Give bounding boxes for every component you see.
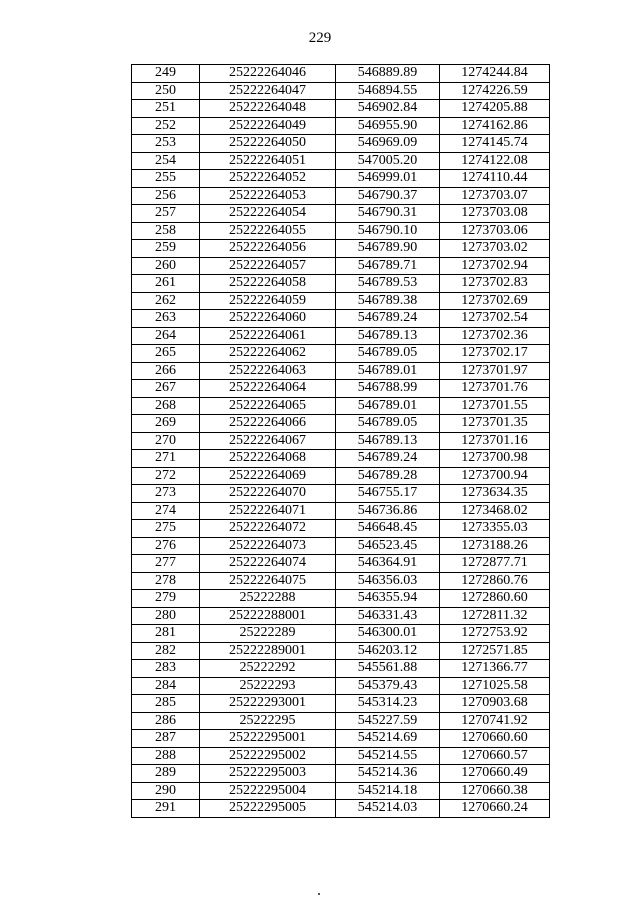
point-id-cell: 25222289 <box>200 625 336 643</box>
row-number-cell: 286 <box>132 712 200 730</box>
y-coordinate-cell: 1272571.85 <box>440 642 550 660</box>
page-mark <box>318 893 320 895</box>
row-number-cell: 267 <box>132 380 200 398</box>
y-coordinate-cell: 1273702.17 <box>440 345 550 363</box>
y-coordinate-cell: 1271025.58 <box>440 677 550 695</box>
coordinates-table <box>131 64 550 818</box>
x-coordinate-cell: 545227.59 <box>336 712 440 730</box>
row-number-cell: 270 <box>132 432 200 450</box>
y-coordinate-cell: 1273700.94 <box>440 467 550 485</box>
point-id-cell: 25222288001 <box>200 607 336 625</box>
point-id-cell: 25222264067 <box>200 432 336 450</box>
point-id-cell: 25222288 <box>200 590 336 608</box>
row-number-cell: 291 <box>132 800 200 818</box>
table-row <box>132 397 550 415</box>
row-number-cell: 264 <box>132 327 200 345</box>
point-id-cell: 25222264054 <box>200 205 336 223</box>
y-coordinate-cell: 1274244.84 <box>440 65 550 83</box>
row-number-cell: 273 <box>132 485 200 503</box>
point-id-cell: 25222264064 <box>200 380 336 398</box>
point-id-cell: 25222264070 <box>200 485 336 503</box>
row-number-cell: 288 <box>132 747 200 765</box>
table-row <box>132 660 550 678</box>
point-id-cell: 25222295 <box>200 712 336 730</box>
y-coordinate-cell: 1273703.08 <box>440 205 550 223</box>
x-coordinate-cell: 546755.17 <box>336 485 440 503</box>
point-id-cell: 25222264046 <box>200 65 336 83</box>
y-coordinate-cell: 1274122.08 <box>440 152 550 170</box>
x-coordinate-cell: 546203.12 <box>336 642 440 660</box>
y-coordinate-cell: 1273702.83 <box>440 275 550 293</box>
x-coordinate-cell: 546523.45 <box>336 537 440 555</box>
y-coordinate-cell: 1270903.68 <box>440 695 550 713</box>
point-id-cell: 25222295002 <box>200 747 336 765</box>
table-row <box>132 257 550 275</box>
table-row <box>132 800 550 818</box>
table-row <box>132 187 550 205</box>
x-coordinate-cell: 546790.10 <box>336 222 440 240</box>
y-coordinate-cell: 1273702.69 <box>440 292 550 310</box>
x-coordinate-cell: 546789.71 <box>336 257 440 275</box>
x-coordinate-cell: 546364.91 <box>336 555 440 573</box>
x-coordinate-cell: 545214.36 <box>336 765 440 783</box>
row-number-cell: 277 <box>132 555 200 573</box>
x-coordinate-cell: 545314.23 <box>336 695 440 713</box>
point-id-cell: 25222264071 <box>200 502 336 520</box>
row-number-cell: 274 <box>132 502 200 520</box>
row-number-cell: 259 <box>132 240 200 258</box>
table-row <box>132 747 550 765</box>
point-id-cell: 25222264058 <box>200 275 336 293</box>
table-row <box>132 642 550 660</box>
table-row <box>132 590 550 608</box>
y-coordinate-cell: 1273701.35 <box>440 415 550 433</box>
y-coordinate-cell: 1272811.32 <box>440 607 550 625</box>
row-number-cell: 262 <box>132 292 200 310</box>
y-coordinate-cell: 1273703.07 <box>440 187 550 205</box>
row-number-cell: 290 <box>132 782 200 800</box>
x-coordinate-cell: 545214.18 <box>336 782 440 800</box>
table-row <box>132 625 550 643</box>
y-coordinate-cell: 1270741.92 <box>440 712 550 730</box>
row-number-cell: 284 <box>132 677 200 695</box>
row-number-cell: 249 <box>132 65 200 83</box>
table-row <box>132 520 550 538</box>
y-coordinate-cell: 1272753.92 <box>440 625 550 643</box>
table-row <box>132 572 550 590</box>
y-coordinate-cell: 1270660.24 <box>440 800 550 818</box>
table-row <box>132 695 550 713</box>
x-coordinate-cell: 546789.24 <box>336 450 440 468</box>
row-number-cell: 272 <box>132 467 200 485</box>
row-number-cell: 265 <box>132 345 200 363</box>
point-id-cell: 25222264075 <box>200 572 336 590</box>
table-row <box>132 152 550 170</box>
x-coordinate-cell: 546789.01 <box>336 397 440 415</box>
x-coordinate-cell: 546789.13 <box>336 327 440 345</box>
y-coordinate-cell: 1273703.02 <box>440 240 550 258</box>
table-row <box>132 100 550 118</box>
row-number-cell: 279 <box>132 590 200 608</box>
point-id-cell: 25222293001 <box>200 695 336 713</box>
y-coordinate-cell: 1274226.59 <box>440 82 550 100</box>
y-coordinate-cell: 1272877.71 <box>440 555 550 573</box>
row-number-cell: 283 <box>132 660 200 678</box>
y-coordinate-cell: 1271366.77 <box>440 660 550 678</box>
row-number-cell: 260 <box>132 257 200 275</box>
y-coordinate-cell: 1273702.94 <box>440 257 550 275</box>
x-coordinate-cell: 546789.24 <box>336 310 440 328</box>
point-id-cell: 25222264073 <box>200 537 336 555</box>
table-row <box>132 362 550 380</box>
point-id-cell: 25222264048 <box>200 100 336 118</box>
point-id-cell: 25222264066 <box>200 415 336 433</box>
row-number-cell: 258 <box>132 222 200 240</box>
point-id-cell: 25222264049 <box>200 117 336 135</box>
row-number-cell: 278 <box>132 572 200 590</box>
table-row <box>132 135 550 153</box>
row-number-cell: 282 <box>132 642 200 660</box>
y-coordinate-cell: 1273701.55 <box>440 397 550 415</box>
table-row <box>132 415 550 433</box>
row-number-cell: 254 <box>132 152 200 170</box>
table-row <box>132 292 550 310</box>
x-coordinate-cell: 546999.01 <box>336 170 440 188</box>
y-coordinate-cell: 1274145.74 <box>440 135 550 153</box>
table-row <box>132 607 550 625</box>
x-coordinate-cell: 545214.55 <box>336 747 440 765</box>
x-coordinate-cell: 547005.20 <box>336 152 440 170</box>
row-number-cell: 255 <box>132 170 200 188</box>
point-id-cell: 25222264063 <box>200 362 336 380</box>
x-coordinate-cell: 545379.43 <box>336 677 440 695</box>
y-coordinate-cell: 1273355.03 <box>440 520 550 538</box>
table-row <box>132 450 550 468</box>
y-coordinate-cell: 1273702.36 <box>440 327 550 345</box>
table-row <box>132 712 550 730</box>
page-number: 229 <box>308 30 332 46</box>
y-coordinate-cell: 1270660.38 <box>440 782 550 800</box>
row-number-cell: 269 <box>132 415 200 433</box>
table-row <box>132 310 550 328</box>
table-row <box>132 765 550 783</box>
row-number-cell: 285 <box>132 695 200 713</box>
point-id-cell: 25222295003 <box>200 765 336 783</box>
row-number-cell: 281 <box>132 625 200 643</box>
x-coordinate-cell: 546355.94 <box>336 590 440 608</box>
table-row <box>132 782 550 800</box>
point-id-cell: 25222264047 <box>200 82 336 100</box>
table-row <box>132 275 550 293</box>
row-number-cell: 261 <box>132 275 200 293</box>
x-coordinate-cell: 546789.13 <box>336 432 440 450</box>
point-id-cell: 25222264065 <box>200 397 336 415</box>
y-coordinate-cell: 1273703.06 <box>440 222 550 240</box>
point-id-cell: 25222264056 <box>200 240 336 258</box>
x-coordinate-cell: 546790.31 <box>336 205 440 223</box>
table-row <box>132 327 550 345</box>
y-coordinate-cell: 1274205.88 <box>440 100 550 118</box>
point-id-cell: 25222264062 <box>200 345 336 363</box>
x-coordinate-cell: 546789.38 <box>336 292 440 310</box>
x-coordinate-cell: 546902.84 <box>336 100 440 118</box>
point-id-cell: 25222264051 <box>200 152 336 170</box>
x-coordinate-cell: 546955.90 <box>336 117 440 135</box>
table-row <box>132 82 550 100</box>
x-coordinate-cell: 546788.99 <box>336 380 440 398</box>
x-coordinate-cell: 546789.90 <box>336 240 440 258</box>
table-row <box>132 537 550 555</box>
x-coordinate-cell: 546889.89 <box>336 65 440 83</box>
point-id-cell: 25222264061 <box>200 327 336 345</box>
table-row <box>132 730 550 748</box>
x-coordinate-cell: 546789.01 <box>336 362 440 380</box>
y-coordinate-cell: 1273634.35 <box>440 485 550 503</box>
table-row <box>132 222 550 240</box>
point-id-cell: 25222295005 <box>200 800 336 818</box>
point-id-cell: 25222289001 <box>200 642 336 660</box>
table-row <box>132 65 550 83</box>
y-coordinate-cell: 1274162.86 <box>440 117 550 135</box>
x-coordinate-cell: 545214.03 <box>336 800 440 818</box>
point-id-cell: 25222264069 <box>200 467 336 485</box>
x-coordinate-cell: 546790.37 <box>336 187 440 205</box>
x-coordinate-cell: 546789.28 <box>336 467 440 485</box>
point-id-cell: 25222264072 <box>200 520 336 538</box>
point-id-cell: 25222264074 <box>200 555 336 573</box>
x-coordinate-cell: 546789.05 <box>336 415 440 433</box>
point-id-cell: 25222264060 <box>200 310 336 328</box>
table-row <box>132 432 550 450</box>
point-id-cell: 25222293 <box>200 677 336 695</box>
point-id-cell: 25222295001 <box>200 730 336 748</box>
y-coordinate-cell: 1270660.49 <box>440 765 550 783</box>
y-coordinate-cell: 1273188.26 <box>440 537 550 555</box>
point-id-cell: 25222264068 <box>200 450 336 468</box>
row-number-cell: 263 <box>132 310 200 328</box>
point-id-cell: 25222295004 <box>200 782 336 800</box>
row-number-cell: 275 <box>132 520 200 538</box>
y-coordinate-cell: 1273700.98 <box>440 450 550 468</box>
table-row <box>132 555 550 573</box>
x-coordinate-cell: 545214.69 <box>336 730 440 748</box>
point-id-cell: 25222264055 <box>200 222 336 240</box>
row-number-cell: 276 <box>132 537 200 555</box>
x-coordinate-cell: 546356.03 <box>336 572 440 590</box>
table-row <box>132 502 550 520</box>
table-row <box>132 170 550 188</box>
table-row <box>132 677 550 695</box>
y-coordinate-cell: 1273468.02 <box>440 502 550 520</box>
row-number-cell: 287 <box>132 730 200 748</box>
point-id-cell: 25222264059 <box>200 292 336 310</box>
row-number-cell: 253 <box>132 135 200 153</box>
row-number-cell: 289 <box>132 765 200 783</box>
row-number-cell: 266 <box>132 362 200 380</box>
y-coordinate-cell: 1274110.44 <box>440 170 550 188</box>
y-coordinate-cell: 1270660.57 <box>440 747 550 765</box>
row-number-cell: 252 <box>132 117 200 135</box>
x-coordinate-cell: 546648.45 <box>336 520 440 538</box>
table-row <box>132 345 550 363</box>
table-row <box>132 467 550 485</box>
table-row <box>132 485 550 503</box>
point-id-cell: 25222264057 <box>200 257 336 275</box>
table-row <box>132 205 550 223</box>
y-coordinate-cell: 1272860.60 <box>440 590 550 608</box>
point-id-cell: 25222264050 <box>200 135 336 153</box>
table-row <box>132 240 550 258</box>
x-coordinate-cell: 546789.53 <box>336 275 440 293</box>
x-coordinate-cell: 546969.09 <box>336 135 440 153</box>
y-coordinate-cell: 1273701.97 <box>440 362 550 380</box>
row-number-cell: 280 <box>132 607 200 625</box>
row-number-cell: 271 <box>132 450 200 468</box>
row-number-cell: 256 <box>132 187 200 205</box>
x-coordinate-cell: 546736.86 <box>336 502 440 520</box>
x-coordinate-cell: 546894.55 <box>336 82 440 100</box>
x-coordinate-cell: 546789.05 <box>336 345 440 363</box>
table-row <box>132 117 550 135</box>
row-number-cell: 257 <box>132 205 200 223</box>
row-number-cell: 268 <box>132 397 200 415</box>
y-coordinate-cell: 1273701.76 <box>440 380 550 398</box>
y-coordinate-cell: 1273701.16 <box>440 432 550 450</box>
x-coordinate-cell: 546300.01 <box>336 625 440 643</box>
x-coordinate-cell: 546331.43 <box>336 607 440 625</box>
row-number-cell: 250 <box>132 82 200 100</box>
point-id-cell: 25222264052 <box>200 170 336 188</box>
y-coordinate-cell: 1273702.54 <box>440 310 550 328</box>
coordinates-table-body <box>132 65 550 818</box>
y-coordinate-cell: 1272860.76 <box>440 572 550 590</box>
row-number-cell: 251 <box>132 100 200 118</box>
point-id-cell: 25222292 <box>200 660 336 678</box>
table-row <box>132 380 550 398</box>
point-id-cell: 25222264053 <box>200 187 336 205</box>
x-coordinate-cell: 545561.88 <box>336 660 440 678</box>
y-coordinate-cell: 1270660.60 <box>440 730 550 748</box>
